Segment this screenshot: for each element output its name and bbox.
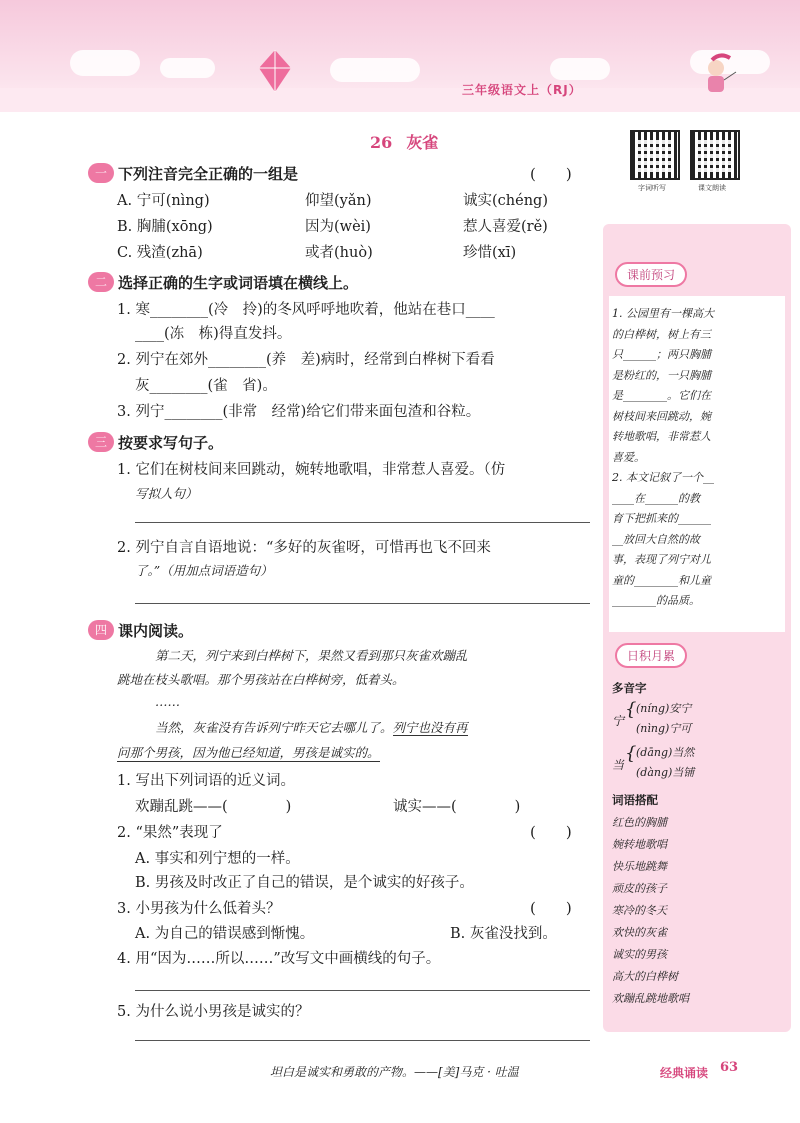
passage-line [155, 718, 468, 736]
option-a-1: A. 宁可(nìng) [117, 193, 210, 209]
option-a-2: 仰望(yǎn) [305, 193, 372, 209]
collocation-item: 寒冷的冬天 [612, 904, 667, 917]
option-c-2: 或者(huò) [305, 245, 373, 261]
section-heading: 课内阅读。 [118, 622, 194, 640]
polyphone-reading: (nìng)宁可 [636, 722, 692, 735]
fill-q1-line2[interactable]: ____(冻 栋)得直发抖。 [135, 326, 292, 342]
section-heading: 按要求写句子。 [118, 434, 224, 452]
preview-line: 是粉红的，一只胸脯 [612, 368, 711, 382]
collocation-heading: 词语搭配 [612, 793, 658, 807]
reading-q1: 1. 写出下列词语的近义词。 [117, 773, 295, 789]
collocation-item: 诚实的男孩 [612, 948, 667, 961]
grade-label: 三年级语文上（RJ） [462, 83, 582, 97]
preview-line: 1. 公园里有一棵高大 [612, 307, 714, 320]
option-c-1: C. 残渣(zhā) [117, 245, 203, 261]
polyphone-reading: (dàng)当铺 [636, 766, 695, 779]
option-c-3: 珍惜(xī) [463, 245, 517, 261]
brace: { [625, 699, 637, 720]
collocation-item: 欢快的灰雀 [612, 926, 667, 939]
preview-line: ________的品质。 [612, 594, 700, 607]
header-band [0, 88, 800, 112]
q2-option-b: B. 男孩及时改正了自己的错误，是个诚实的好孩子。 [135, 875, 474, 891]
preview-line: 只______；两只胸脯 [612, 348, 711, 361]
option-b-2: 因为(wèi) [305, 219, 371, 235]
reading-q3: 3. 小男孩为什么低着头？ [117, 901, 281, 917]
collocation-item: 高大的白桦树 [612, 970, 678, 983]
preview-line: 童的________和儿童 [612, 573, 711, 587]
collocation-item: 红色的胸脯 [612, 816, 667, 829]
preview-line: ____在______的教 [612, 491, 700, 505]
section-heading: 选择正确的生字或词语填在横线上。 [118, 274, 359, 292]
page-header [0, 0, 800, 112]
qr-code-dictation[interactable] [630, 130, 680, 180]
option-a-3: 诚实(chéng) [463, 193, 548, 209]
preview-line: 树枝间来回跳动，婉 [612, 409, 711, 423]
passage-ellipsis: …… [155, 694, 180, 709]
q3-option-b: B. 灰雀没找到。 [450, 926, 557, 942]
cloud-decoration [550, 58, 610, 80]
write-q1-line2: 写拟人句） [135, 486, 198, 501]
reading-q2: 2. “果然”表现了 [117, 825, 223, 841]
underlined-sentence: 问那个男孩，因为他已经知道，男孩是诚实的。 [117, 745, 380, 760]
answer-line[interactable] [135, 1040, 590, 1041]
write-q2-line2: 了。”（用加点词语造句） [135, 563, 273, 578]
polyphone-heading: 多音字 [612, 681, 647, 695]
preview-line: 事，表现了列宁对儿 [612, 553, 711, 566]
lesson-title [370, 130, 452, 153]
brace: { [625, 743, 637, 764]
synonym-2[interactable]: 诚实——( ) [393, 799, 521, 815]
cloud-decoration [160, 58, 215, 78]
passage-line: 第二天，列宁来到白桦树下，果然又看到那只灰雀欢蹦乱 [155, 648, 468, 663]
section-badge: 二 [88, 272, 114, 292]
lesson-number: 26 [370, 133, 393, 152]
answer-line[interactable] [135, 522, 590, 523]
write-q1-line1: 1. 它们在树枝间来回跳动，婉转地歌唱，非常惹人喜爱。（仿 [117, 462, 506, 478]
answer-line[interactable] [135, 990, 590, 991]
cloud-decoration [70, 50, 140, 76]
answer-line[interactable] [135, 603, 590, 604]
qr-code-reading[interactable] [690, 130, 740, 180]
polyphone-reading: (níng)安宁 [636, 702, 692, 715]
answer-paren[interactable]: ( ) [530, 899, 572, 917]
passage-line: 跳地在枝头歌唱。那个男孩站在白桦树旁，低着头。 [117, 672, 405, 687]
section-badge: 三 [88, 432, 114, 452]
preview-line: 的白桦树，树上有三 [612, 327, 711, 341]
fill-q3[interactable]: 3. 列宁________(非常 经常)给它们带来面包渣和谷粒。 [117, 404, 481, 420]
preview-line: __放回大自然的故 [612, 532, 700, 546]
q2-option-a: A. 事实和列宁想的一样。 [135, 851, 300, 867]
option-b-3: 惹人喜爱(rě) [463, 219, 548, 235]
q3-option-a: A. 为自己的错误感到惭愧。 [135, 926, 315, 942]
passage-text: 当然，灰雀没有告诉列宁昨天它去哪儿了。 [155, 720, 393, 735]
daily-badge: 日积月累 [615, 643, 687, 668]
preview-text [612, 304, 714, 612]
section-badge: 四 [88, 620, 114, 640]
classic-reading-label: 经典诵读 [660, 1066, 709, 1080]
qr-caption-reading: 课文朗读 [698, 184, 726, 192]
lesson-name: 灰雀 [406, 133, 439, 152]
fill-q2-line1[interactable]: 2. 列宁在郊外________(养 差)病时，经常到白桦树下看看 [117, 352, 495, 368]
kite-icon [255, 48, 295, 94]
polyphone-char: 当 [612, 758, 625, 772]
polyphone-reading: (dāng)当然 [636, 746, 695, 759]
cloud-decoration [330, 58, 420, 82]
collocation-list [612, 812, 689, 1010]
reading-q5: 5. 为什么说小男孩是诚实的？ [117, 1004, 310, 1020]
polyphone-char: 宁 [612, 714, 625, 728]
collocation-item: 快乐地跳舞 [612, 860, 667, 873]
underlined-sentence: 列宁也没有再 [392, 720, 468, 735]
preview-line: 育下把抓来的______ [612, 512, 711, 525]
reading-q4: 4. 用“因为……所以……”改写文中画横线的句子。 [117, 951, 441, 967]
preview-line: 转地歌唱，非常惹人 [612, 430, 711, 443]
synonym-1[interactable]: 欢蹦乱跳——( ) [135, 799, 292, 815]
preview-badge: 课前预习 [615, 262, 687, 287]
option-b-1: B. 胸脯(xōng) [117, 219, 213, 235]
section-heading: 下列注音完全正确的一组是 [118, 165, 299, 183]
answer-paren[interactable]: ( ) [530, 823, 572, 841]
fill-q1-line1[interactable]: 1. 寒________(冷 拎)的冬风呼呼地吹着，他站在巷口____ [117, 302, 495, 318]
collocation-item: 顽皮的孩子 [612, 882, 667, 895]
answer-paren[interactable]: ( ) [530, 165, 572, 183]
page-number: 63 [720, 1060, 739, 1075]
section-badge: 一 [88, 163, 114, 183]
collocation-item: 婉转地歌唱 [612, 838, 667, 851]
kid-with-kite-icon [690, 52, 740, 102]
qr-caption-dictation: 字词听写 [638, 184, 666, 192]
write-q2-line1: 2. 列宁自言自语地说：“多好的灰雀呀，可惜再也飞不回来 [117, 540, 491, 556]
collocation-item: 欢蹦乱跳地歌唱 [612, 992, 689, 1005]
footer-quote: 坦白是诚实和勇敢的产物。——[美]马克 · 吐温 [270, 1065, 519, 1079]
preview-line: 喜爱。 [612, 450, 645, 464]
preview-line: 是________。它们在 [612, 389, 711, 402]
fill-q2-line2[interactable]: 灰________(雀 省)。 [135, 378, 277, 394]
preview-line: 2. 本文记叙了一个__ [612, 471, 714, 484]
preview-lines [612, 304, 714, 612]
